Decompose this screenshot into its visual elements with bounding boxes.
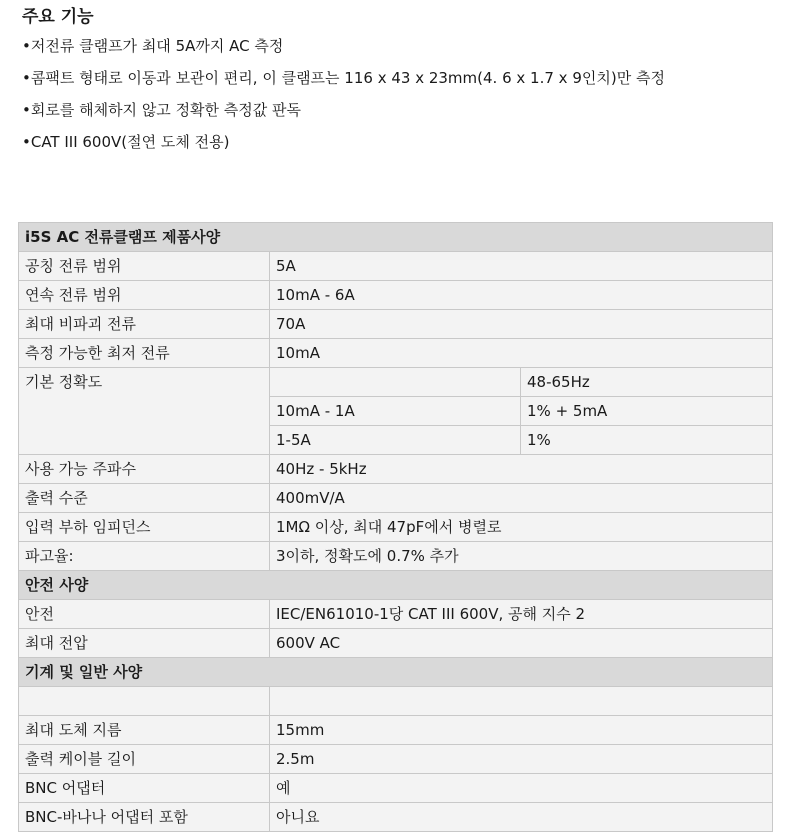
table-row (19, 542, 773, 571)
row-label: 사용 가능 주파수 (19, 455, 270, 484)
table-row (19, 803, 773, 832)
accuracy-range: 1-5A (270, 426, 521, 455)
table-row (19, 484, 773, 513)
empty-cell (270, 687, 773, 716)
section-header-safety (19, 571, 773, 600)
row-value: 예 (270, 774, 773, 803)
row-label: 최대 전압 (19, 629, 270, 658)
row-value: 70A (270, 310, 773, 339)
row-value: IEC/EN61010-1당 CAT III 600V, 공해 지수 2 (270, 600, 773, 629)
table-row (19, 368, 773, 397)
row-label: 측정 가능한 최저 전류 (19, 339, 270, 368)
row-value: 아니요 (270, 803, 773, 832)
table-row (19, 252, 773, 281)
accuracy-range-cell (270, 368, 521, 397)
section-header-product (19, 223, 773, 252)
row-label: 출력 케이블 길이 (19, 745, 270, 774)
row-label: 공칭 전류 범위 (19, 252, 270, 281)
row-label: BNC-바나나 어댑터 포함 (19, 803, 270, 832)
table-row (19, 629, 773, 658)
table-row (19, 745, 773, 774)
row-label: BNC 어댑터 (19, 774, 270, 803)
empty-cell (19, 687, 270, 716)
table-row (19, 455, 773, 484)
row-value: 10mA (270, 339, 773, 368)
spec-table (18, 222, 773, 832)
feature-item: •CAT III 600V(절연 도체 전용) (22, 133, 230, 151)
row-label: 최대 도체 지름 (19, 716, 270, 745)
row-label: 연속 전류 범위 (19, 281, 270, 310)
row-value: 1MΩ 이상, 최대 47pF에서 병렬로 (270, 513, 773, 542)
row-label: 입력 부하 임피던스 (19, 513, 270, 542)
table-row (19, 513, 773, 542)
accuracy-frequency-header: 48-65Hz (521, 368, 773, 397)
table-row-empty (19, 687, 773, 716)
row-label: 최대 비파괴 전류 (19, 310, 270, 339)
row-value: 15mm (270, 716, 773, 745)
row-value: 2.5m (270, 745, 773, 774)
row-value: 3이하, 정확도에 0.7% 추가 (270, 542, 773, 571)
features-section (22, 4, 782, 158)
accuracy-value: 1% (521, 426, 773, 455)
row-label: 안전 (19, 600, 270, 629)
table-row (19, 774, 773, 803)
row-label: 기본 정확도 (19, 368, 270, 455)
section-title: i5S AC 전류클램프 제품사양 (19, 223, 773, 252)
features-title: 주요 기능 (22, 7, 94, 27)
row-label: 출력 수준 (19, 484, 270, 513)
table-row (19, 310, 773, 339)
table-row (19, 339, 773, 368)
section-title: 기계 및 일반 사양 (19, 658, 773, 687)
row-value: 400mV/A (270, 484, 773, 513)
section-header-mechanical (19, 658, 773, 687)
feature-item: •저전류 클램프가 최대 5A까지 AC 측정 (22, 37, 284, 55)
row-label: 파고율: (19, 542, 270, 571)
accuracy-value: 1% + 5mA (521, 397, 773, 426)
row-value: 10mA - 6A (270, 281, 773, 310)
row-value: 40Hz - 5kHz (270, 455, 773, 484)
accuracy-range: 10mA - 1A (270, 397, 521, 426)
table-row (19, 281, 773, 310)
feature-item: •회로를 해체하지 않고 정확한 측정값 판독 (22, 101, 302, 119)
row-value: 5A (270, 252, 773, 281)
feature-item: •콤팩트 형태로 이동과 보관이 편리, 이 클램프는 116 x 43 x 23mm(4. 6 x 1.7 x 9인치)만 측정 (22, 69, 665, 87)
section-title: 안전 사양 (19, 571, 773, 600)
row-value: 600V AC (270, 629, 773, 658)
table-row (19, 600, 773, 629)
table-row (19, 716, 773, 745)
